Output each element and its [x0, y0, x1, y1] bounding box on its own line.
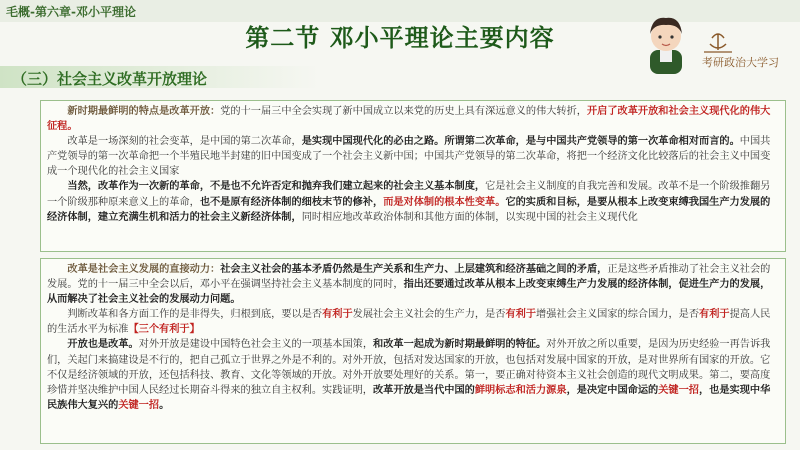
paragraph	[47, 337, 779, 412]
text-segment: 改革开放是当代中国的	[373, 383, 475, 396]
text-segment: 有利于	[322, 308, 353, 321]
text-segment: 。	[159, 398, 170, 411]
text-segment: 正是这些矛盾推动了社会主义社会的发展。党的十一届三中全会以后，邓小平在强调坚持社会主义基本制度的同时，	[47, 264, 771, 291]
text-segment: 提高人民的生活水平为标准	[47, 309, 771, 336]
text-segment: ，是决定中国命运的	[566, 383, 659, 396]
logo-icon	[700, 30, 796, 70]
paragraph	[47, 134, 779, 179]
text-segment: 开放也是改革。	[67, 338, 139, 351]
content-box-reform-driving-force	[40, 258, 786, 444]
page-title: 第二节 邓小平理论主要内容	[245, 24, 555, 52]
text-segment: 增强社会主义国家的综合国力，是否	[536, 309, 700, 321]
text-segment: 【三个有利于】	[128, 323, 200, 336]
text-segment: 关键一招	[658, 383, 699, 396]
text-segment: 对外开放是建设中国特色社会主义的一项基本国策，	[138, 339, 374, 351]
text-segment: 发展社会主义社会的生产力，是否	[352, 309, 506, 321]
text-segment: 当然，改革作为一次新的革命，不是也不允许否定和抛弃我们建立起来的社会主义基本制度，	[67, 180, 486, 193]
teacher-avatar-icon	[636, 10, 696, 74]
text-segment: 党的十一届三中全会实现了新中国成立以来党的历史上具有深远意义的伟大转折，	[220, 106, 587, 117]
text-segment: 它的实质和目标，是要从根本上改变束缚我国生产力发展的经济体制，建立充满生机和活力的社会主义新经济体制，	[47, 195, 771, 223]
paragraph	[47, 179, 779, 224]
paragraph	[47, 104, 779, 134]
text-segment: 指出还要通过改革从根本上改变束缚生产力发展的经济体制，促进生产力的发展，从而解决了社会主义社会的发展动力问题。	[47, 278, 771, 306]
text-segment: 开启了改革开放和社会主义现代化的伟大征程。	[47, 105, 771, 133]
text-segment: 中国共产党领导的第一次革命把一个半殖民地半封建的旧中国变成了一个社会主义新中国；中国共产党领导的第二次革命，将把一个经济文化比较落后的社会主义中国变成一个现代化的社会主义国家	[47, 136, 771, 178]
text-segment: 同时相应地改革政治体制和其他方面的体制，以实现中国的社会主义现代化	[301, 211, 638, 223]
text-segment: 判断改革和各方面工作的是非得失，归根到底，要以是否	[67, 309, 323, 321]
paragraph	[47, 262, 779, 307]
text-segment: 而是对体制的根本性变革。	[383, 195, 506, 208]
text-segment: 社会主义社会的基本矛盾仍然是生产关系和生产力、上层建筑和经济基础之间的矛盾，	[220, 263, 608, 275]
logo-text: 考研政治大学习	[702, 56, 779, 69]
text-segment: 和改革一起成为新时期最鲜明的特征。	[373, 338, 547, 351]
text-segment: 有利于	[505, 308, 537, 321]
text-segment: 改革是一场深刻的社会变革，是中国的第二次革命，	[67, 136, 302, 148]
text-segment: 改革是社会主义发展的直接动力：	[67, 264, 221, 275]
text-segment: 它是社会主义制度的自我完善和发展。改革不是一个阶级推翻另一个阶级那种原来意义上的革命，	[47, 181, 771, 208]
text-segment: 对外开放之所以重要，是因为历史经验一再告诉我们，关起门来搞建设是不行的，把自己孤立于世界之外是不利的。对外开放，包括对发达国家的开放，也包括对发展中国家的开放，是对世界所有国家的开放。它不仅是经济领域的开放，还包括科技、教育、文化等领域的开放。对外开放要处理好的关系。第一，要正确对待资本主义社会创造的现代文明成果。第二，要高度珍惜并坚决维护中国人民经过长期奋斗得来的独立自主权利。实践证明，	[47, 339, 771, 396]
text-segment: 关键一招	[118, 398, 160, 411]
paragraph	[47, 307, 779, 337]
breadcrumb: 毛概-第六章-邓小平理论	[6, 5, 136, 19]
section-title: （三）社会主义改革开放理论	[12, 70, 208, 88]
content-box-reform-revolution	[40, 100, 786, 252]
text-segment: 新时期最鲜明的特点是改革开放：	[67, 106, 221, 117]
text-segment: 也不是原有经济体制的细枝末节的修补，	[199, 195, 384, 208]
text-segment: ，也是实现中华民族伟大复兴的	[47, 383, 771, 411]
text-segment: 是实现中国现代化的必由之路。所谓第二次革命，是与中国共产党领导的第一次革命相对而言的。	[301, 135, 740, 148]
text-segment: 鲜明标志和活力源泉	[474, 383, 567, 396]
text-segment: 有利于	[699, 308, 730, 321]
